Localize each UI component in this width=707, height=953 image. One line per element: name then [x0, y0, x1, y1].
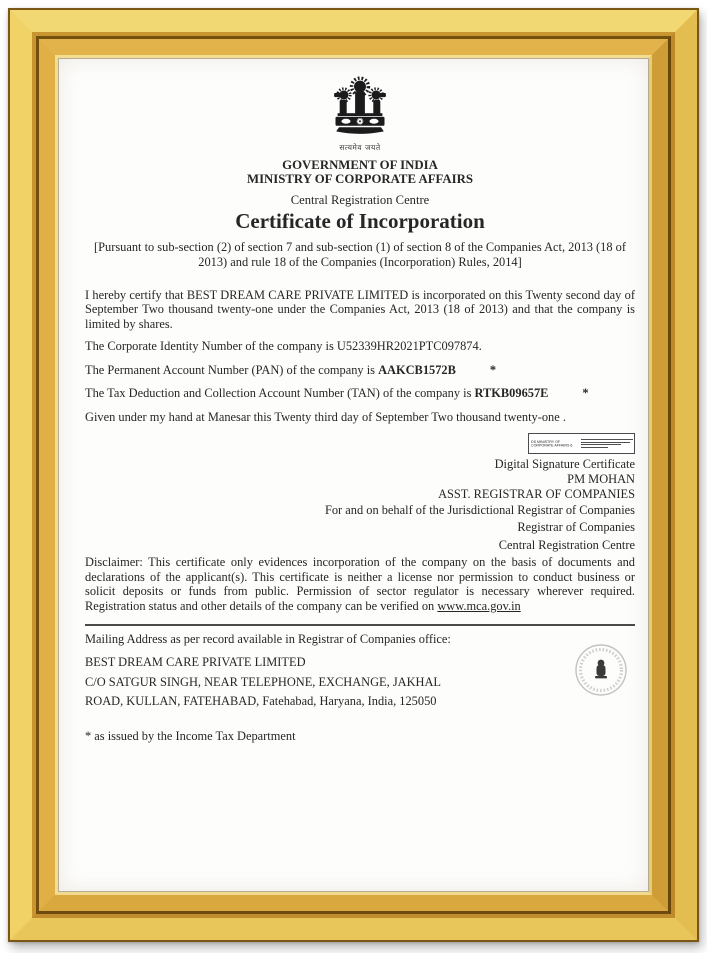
pan-tan-footnote: * as issued by the Income Tax Department: [85, 728, 296, 743]
given-under-hand-line: Given under my hand at Manesar this Twenty third day of September Two thousand twenty-one .: [85, 409, 566, 424]
registrar-of-companies-line: Registrar of Companies: [517, 519, 635, 534]
central-registration-centre-line: Central Registration Centre: [498, 538, 635, 553]
pan-label: The Permanent Account Number (PAN) of the company is: [85, 362, 379, 377]
ds-stamp-box: [528, 433, 635, 454]
tan-line: [85, 386, 635, 401]
signatory-designation: ASST. REGISTRAR OF COMPANIES: [438, 487, 635, 502]
embossed-round-seal-icon: [575, 644, 627, 696]
tan-footnote-star: *: [582, 386, 589, 400]
mailing-address: [85, 653, 635, 712]
ds-stamp-text: DS MINISTRY OF CORPORATE AFFAIRS 6: [531, 439, 573, 448]
emblem-motto: सत्यमेव जयते: [339, 142, 381, 152]
mailing-address-line-1: C/O SATGUR SINGH, NEAR TELEPHONE, EXCHANGE, JAKHAL: [85, 674, 441, 689]
certificate-title: Certificate of Incorporation: [235, 208, 485, 233]
disclaimer-paragraph: Disclaimer: This certificate only evidences incorporation of the company on the basis of documents and declarations of the applicant(s). This certificate is neither a license nor permission to conduct business or solicit deposits or funds from public. Permission of sector regulator is necessary wherever required. Registration status and other details of the company can be verified on www.mca.gov.in: [85, 555, 635, 613]
signatory-block: [85, 457, 635, 553]
certify-paragraph: I hereby certify that BEST DREAM CARE PRIVATE LIMITED is incorporated on this Twenty second day of September Two thousand twenty-one under the Companies Act, 2013 (18 of 2013) and that the company is limited by shares.: [85, 287, 635, 331]
mailing-address-line-2: ROAD, KULLAN, FATEHABAD, Fatehabad, Haryana, India, 125050: [85, 694, 437, 709]
section-divider-line: [85, 624, 635, 626]
ministry-heading: MINISTRY OF CORPORATE AFFAIRS: [247, 171, 473, 186]
central-registration-centre-heading: Central Registration Centre: [290, 192, 430, 207]
pan-value: AAKCB1572B: [378, 362, 456, 377]
emblem-block: [85, 72, 635, 153]
on-behalf-line: For and on behalf of the Jurisdictional Registrar of Companies: [324, 502, 635, 517]
cin-value: U52339HR2021PTC097874.: [336, 339, 482, 353]
pursuant-clause: [Pursuant to sub-section (2) of section 7 and sub-section (1) of section 8 of the Companies Act, 2013 (18 of 2013) and rule 18 of the Companies (Incorporation) Rules, 2014]: [93, 239, 626, 269]
cin-line: [85, 339, 635, 354]
tan-value: RTKB09657E: [474, 386, 549, 400]
government-of-india-heading: GOVERNMENT OF INDIA: [282, 157, 438, 172]
certificate-paper: [59, 59, 648, 891]
dsc-caption: Digital Signature Certificate: [494, 457, 635, 471]
digital-signature-stamp-row: [85, 433, 635, 454]
mailing-company-name: BEST DREAM CARE PRIVATE LIMITED: [85, 655, 306, 670]
signatory-name: PM MOHAN: [567, 472, 635, 487]
mailing-address-heading: Mailing Address as per record available in Registrar of Companies office:: [85, 631, 451, 646]
gold-picture-frame: [8, 8, 699, 942]
ds-stamp-signature-lines: [579, 438, 633, 450]
cin-label: The Corporate Identity Number of the company is: [85, 339, 337, 353]
ashoka-lion-capital-icon: [325, 72, 395, 139]
mca-website-link[interactable]: www.mca.gov.in: [437, 599, 521, 613]
tan-label: The Tax Deduction and Collection Account Number (TAN) of the company is: [85, 386, 475, 400]
pan-footnote-star: *: [489, 362, 497, 377]
pan-line: [85, 363, 635, 378]
